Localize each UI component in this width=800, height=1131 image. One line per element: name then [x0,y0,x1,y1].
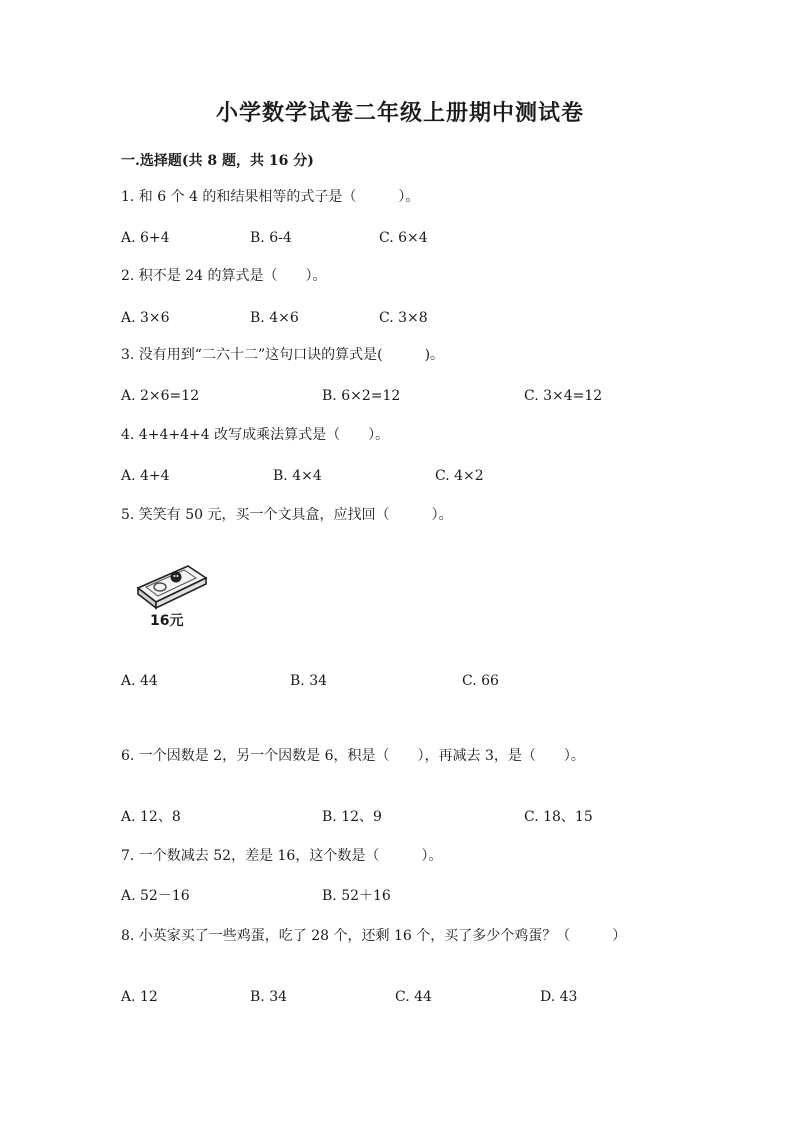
pencil-case-icon [138,566,206,608]
question-5-option-c: C. 66 [462,673,499,689]
question-4-option-b: B. 4×4 [273,468,322,484]
question-1-stem: 1. 和 6 个 4 的和结果相等的式子是（ ）。 [121,189,420,205]
question-8-option-a: A. 12 [121,989,158,1005]
question-4-stem: 4. 4+4+4+4 改写成乘法算式是（ ）。 [121,427,390,443]
question-1-option-a: A. 6+4 [121,230,170,246]
question-2-option-b: B. 4×6 [250,310,299,326]
price-label: 16元 [150,613,184,629]
question-8-option-d: D. 43 [540,989,578,1005]
question-1-option-c: C. 6×4 [379,230,428,246]
question-5-stem: 5. 笑笑有 50 元，买一个文具盒，应找回（ ）。 [121,507,453,523]
question-2-option-a: A. 3×6 [121,310,170,326]
question-6-option-c: C. 18、15 [524,809,593,825]
question-5-option-a: A. 44 [121,673,158,689]
question-3-option-a: A. 2×6=12 [121,388,200,404]
question-1-option-b: B. 6-4 [250,230,292,246]
page-title: 小学数学试卷二年级上册期中测试卷 [215,100,584,126]
question-8-stem: 8. 小英家买了一些鸡蛋，吃了 28 个，还剩 16 个，买了多少个鸡蛋？（ ） [121,928,627,944]
question-7-option-a: A. 52－16 [121,888,190,904]
question-6-option-a: A. 12、8 [121,809,181,825]
question-5-option-b: B. 34 [290,673,328,689]
question-8-option-b: B. 34 [250,989,288,1005]
question-4-option-a: A. 4+4 [121,468,170,484]
question-3-option-c: C. 3×4=12 [524,388,603,404]
question-6-stem: 6. 一个因数是 2，另一个因数是 6，积是（ ），再减去 3，是（ ）。 [121,748,585,764]
question-2-option-c: C. 3×8 [379,310,428,326]
question-2-stem: 2. 积不是 24 的算式是（ ）。 [121,268,327,284]
section-heading: 一.选择题(共 8 题，共 16 分) [121,153,314,169]
question-3-stem: 3. 没有用到“二六十二”这句口诀的算式是( )。 [121,347,445,363]
question-7-stem: 7. 一个数减去 52，差是 16，这个数是（ ）。 [121,848,443,864]
question-7-option-b: B. 52＋16 [322,888,391,904]
question-3-option-b: B. 6×2=12 [322,388,401,404]
question-6-option-b: B. 12、9 [322,809,382,825]
question-4-option-c: C. 4×2 [435,468,484,484]
question-8-option-c: C. 44 [395,989,432,1005]
